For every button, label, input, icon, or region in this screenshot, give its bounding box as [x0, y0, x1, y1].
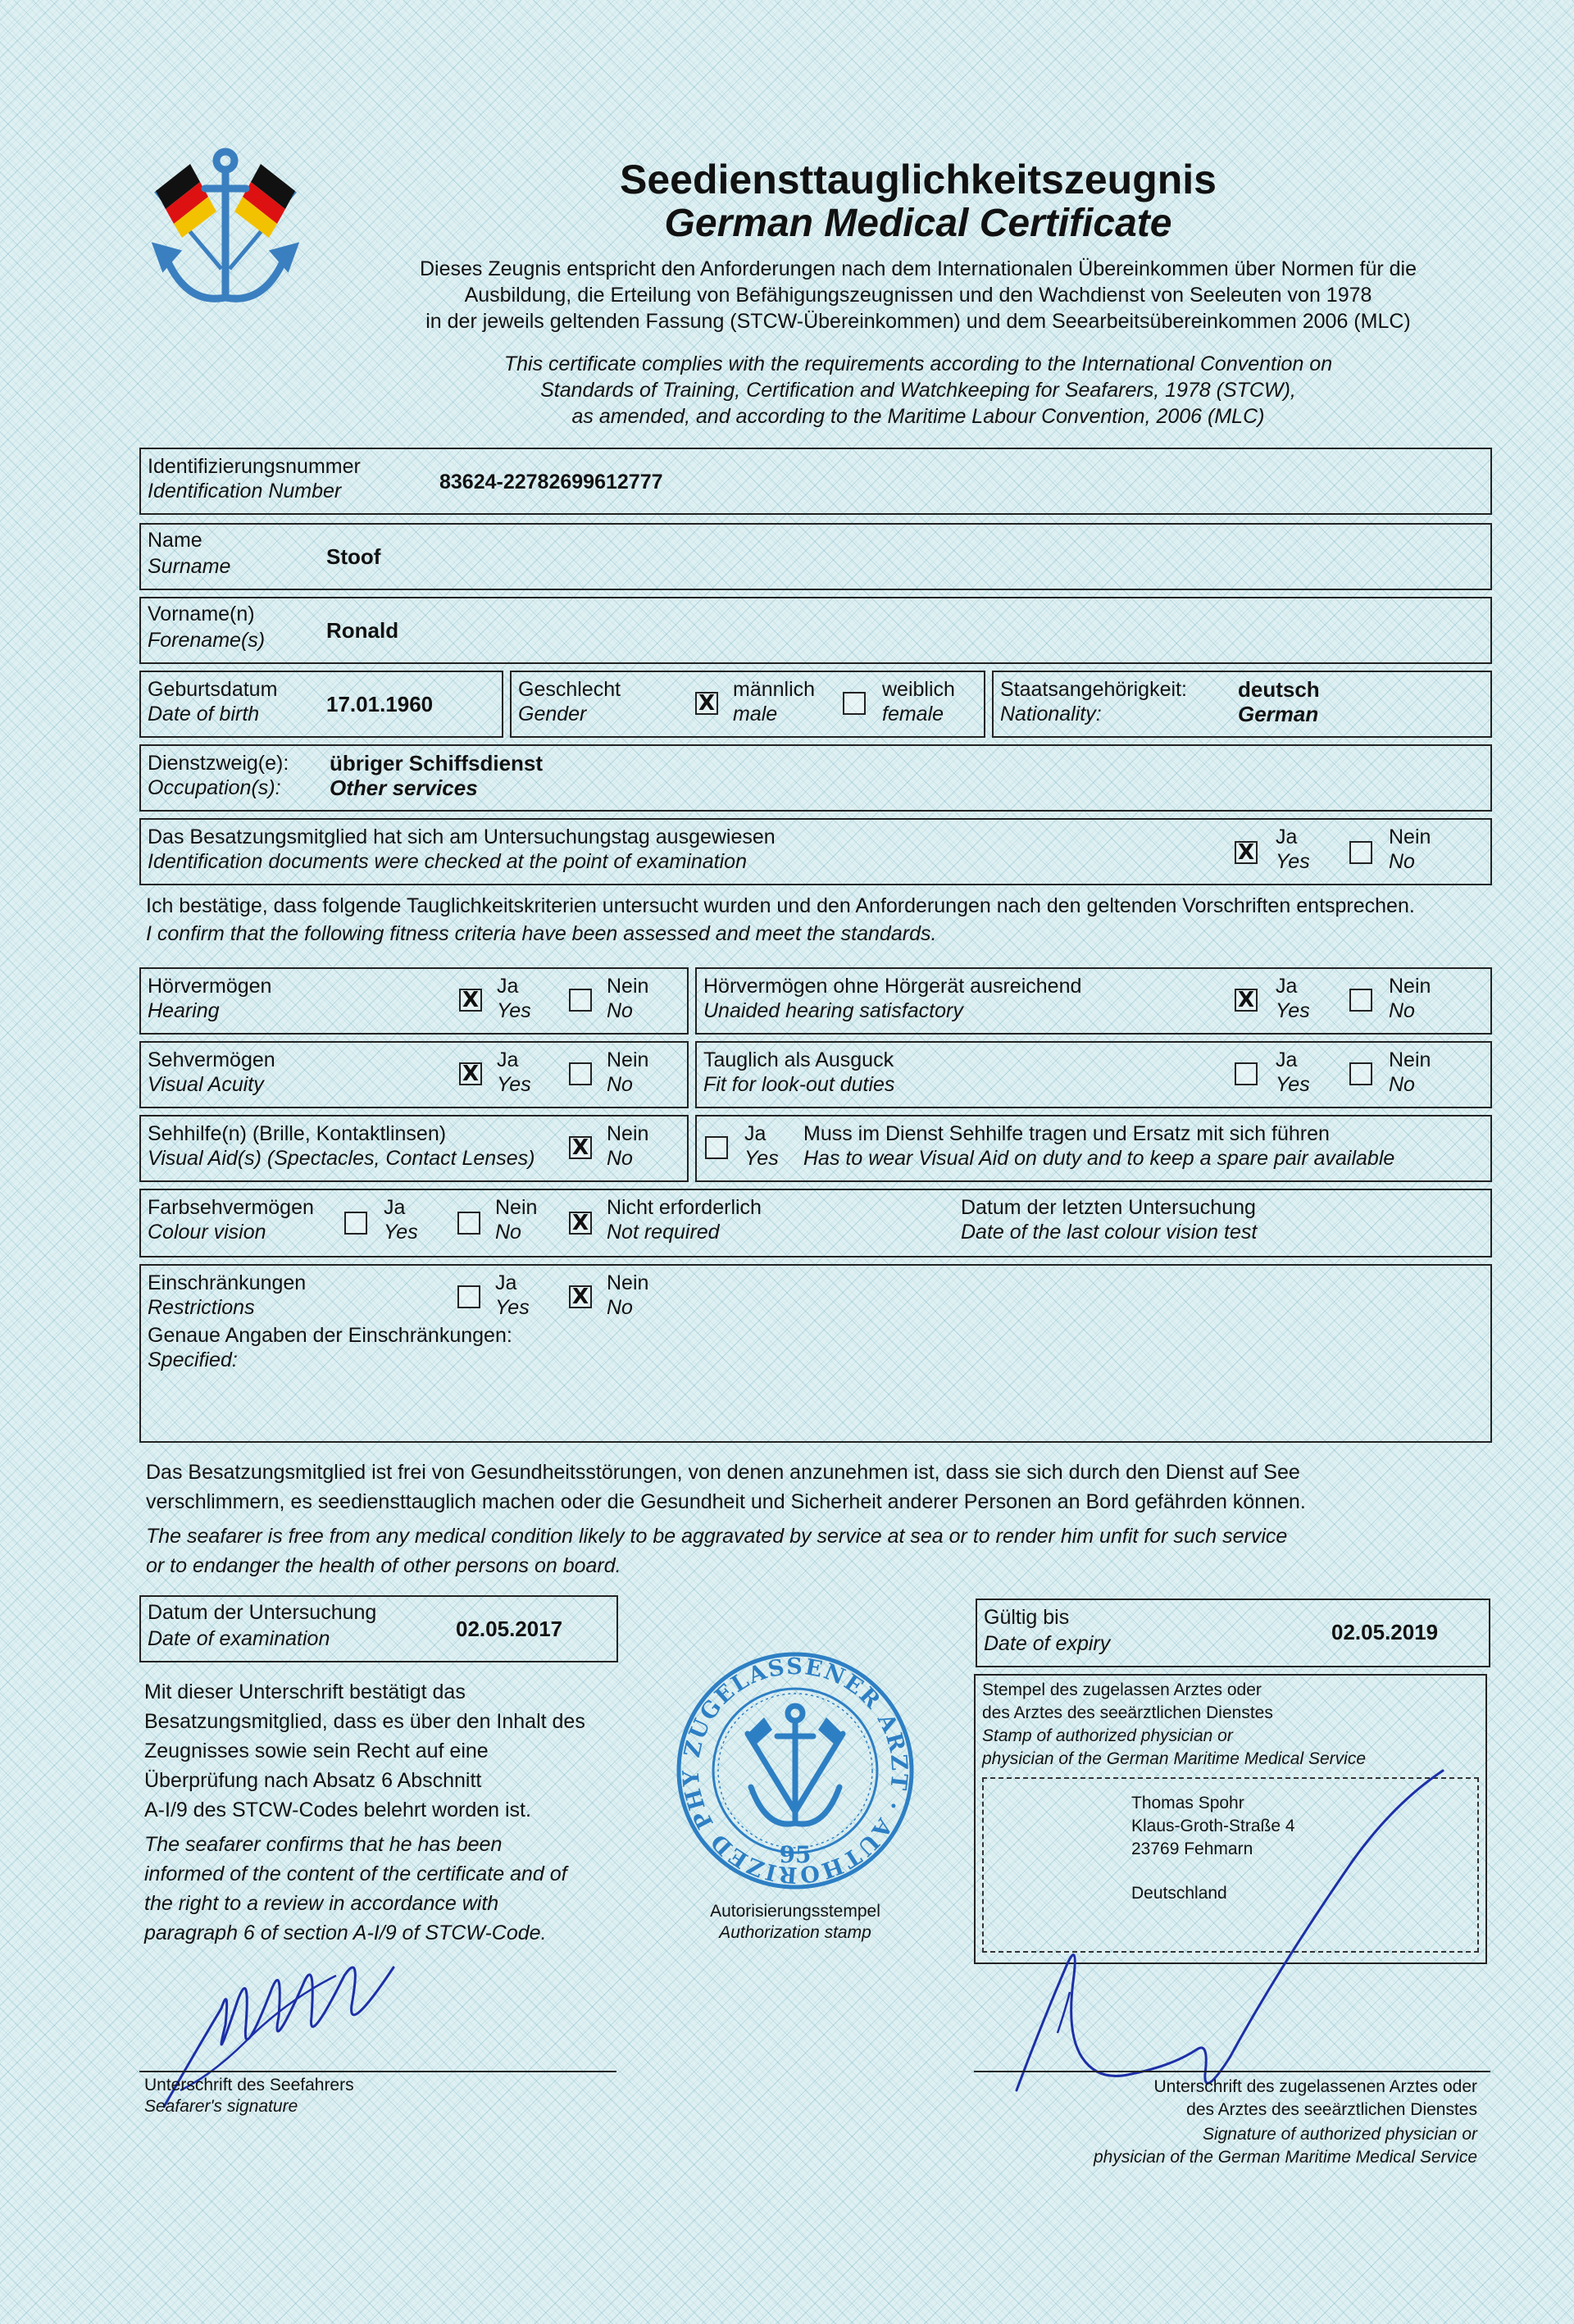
hearing-label-de: Hörvermögen	[148, 975, 272, 998]
colour-yes-checkbox[interactable]	[344, 1212, 367, 1235]
nationality-value-de: deutsch	[1238, 677, 1320, 702]
no-label-en: No	[1389, 999, 1415, 1022]
id-number-value: 83624-22782699612777	[439, 471, 663, 493]
restrictions-label-en: Restrictions	[148, 1296, 255, 1319]
colour-not-required-label-de: Nicht erforderlich	[607, 1196, 762, 1219]
no-label-de: Nein	[607, 1048, 649, 1071]
forename-row	[139, 597, 1492, 664]
hearing-yes-checkbox[interactable]: X	[459, 989, 482, 1012]
gender-female-label-de: weiblich	[882, 678, 955, 701]
lookout-box	[695, 1041, 1492, 1108]
unaided-hearing-label-de: Hörvermögen ohne Hörgerät ausreichend	[703, 975, 1082, 998]
unaided-yes-checkbox[interactable]: X	[1235, 989, 1258, 1012]
visual-aids-no-checkbox[interactable]: X	[569, 1136, 592, 1159]
physician-signature-label-en: Signature of authorized physician or physician of the German Maritime Medical Service	[1093, 2125, 1477, 2167]
colour-not-required-label-en: Not required	[607, 1221, 720, 1244]
occupation-value-en: Other services	[330, 775, 478, 800]
id-checked-yes-checkbox[interactable]: X	[1235, 841, 1258, 864]
yes-label-de: Ja	[1276, 825, 1298, 848]
seafarer-signature-line	[139, 2071, 616, 2072]
gender-male-label-en: male	[733, 703, 778, 725]
occupation-value-de: übriger Schiffsdienst	[330, 751, 544, 775]
visual-aids-must-en: Has to wear Visual Aid on duty and to keep a spare pair available	[803, 1147, 1395, 1170]
visual-aids-label-de: Sehhilfe(n) (Brille, Kontaktlinsen)	[148, 1122, 447, 1145]
id-checked-label-en: Identification documents were checked at the point of examination	[148, 850, 747, 873]
forename-label-en: Forename(s)	[148, 629, 266, 652]
seafarer-note: Mit dieser Unterschrift bestätigt das Besatzungsmitglied, dass es über den Inhalt des Zeugnisses sowie sein Recht auf eine Überprüfung nach Absatz 6 Abschnitt A-I/9 des STCW-Codes belehrt worden ist. The seafarer confirms that he has been informed of the content of the certificate and of the right to a review in accordance with paragraph 6 of section A-I/9 of STCW-Code.	[144, 1680, 585, 1944]
yes-label-en: Yes	[497, 1073, 531, 1096]
no-label-de: Nein	[1389, 975, 1431, 998]
id-number-row	[139, 448, 1492, 515]
colour-last-test-label-en: Date of the last colour vision test	[961, 1221, 1258, 1244]
colour-vision-label-en: Colour vision	[148, 1221, 266, 1244]
visual-acuity-label-en: Visual Acuity	[148, 1073, 264, 1096]
hearing-no-checkbox[interactable]	[569, 989, 592, 1012]
expiry-date-box	[976, 1599, 1490, 1667]
colour-no-checkbox[interactable]	[457, 1212, 480, 1235]
unaided-hearing-label-en: Unaided hearing satisfactory	[703, 999, 963, 1022]
authorization-stamp-icon	[672, 1648, 918, 1894]
visual-no-checkbox[interactable]	[569, 1062, 592, 1085]
hearing-box	[139, 967, 689, 1035]
restrictions-specified-label-de: Genaue Angaben der Einschränkungen:	[148, 1324, 512, 1347]
restrictions-yes-checkbox[interactable]	[457, 1285, 480, 1308]
yes-label-en: Yes	[497, 999, 531, 1022]
colour-vision-row	[139, 1189, 1492, 1258]
no-label-en: No	[495, 1221, 521, 1244]
visual-aids-yes-box	[695, 1115, 1492, 1182]
exam-date-label-en: Date of examination	[148, 1627, 330, 1650]
nationality-label-en: Nationality:	[1000, 703, 1102, 725]
no-label-de: Nein	[1389, 825, 1431, 848]
physician-signature-label-de: Unterschrift des zugelassenen Arztes oder des Arztes des seeärztlichen Dienstes	[1153, 2077, 1477, 2119]
no-label-en: No	[1389, 1073, 1415, 1096]
no-label-de: Nein	[607, 975, 649, 998]
dob-value: 17.01.1960	[326, 692, 434, 716]
restrictions-box	[139, 1264, 1492, 1443]
visual-acuity-box	[139, 1041, 689, 1108]
expiry-date-label-en: Date of expiry	[984, 1632, 1111, 1655]
occupation-row	[139, 744, 1492, 812]
yes-label-de: Ja	[384, 1196, 406, 1219]
restrictions-label-de: Einschränkungen	[148, 1271, 307, 1294]
colour-vision-label-de: Farbsehvermögen	[148, 1196, 314, 1219]
title-en: German Medical Certificate	[664, 202, 1172, 245]
yes-label-de: Ja	[497, 1048, 519, 1071]
nationality-box	[992, 671, 1492, 738]
id-label-de: Identifizierungsnummer	[148, 455, 361, 478]
physician-stamp-head-en: Stamp of authorized physician or physician of the German Maritime Medical Service	[982, 1726, 1367, 1768]
id-checked-no-checkbox[interactable]	[1349, 841, 1372, 864]
restrictions-no-checkbox[interactable]: X	[569, 1285, 592, 1308]
intro-en: This certificate complies with the requirements according to the International Convention on Standards of Training, Certification and Watchkeeping for Seafarers, 1978 (STCW), as amended, and according to the Maritime Labour Convention, 2006 (MLC)	[503, 352, 1333, 428]
nationality-label-de: Staatsangehörigkeit:	[1000, 678, 1187, 701]
no-label-en: No	[607, 1296, 633, 1319]
no-label-de: Nein	[607, 1122, 649, 1145]
physician-stamp-head-de: Stempel des zugelassen Arztes oder des Arztes des seeärztlichen Dienstes	[982, 1680, 1273, 1722]
exam-date-label-de: Datum der Untersuchung	[148, 1601, 377, 1624]
physician-country: Deutschland	[1131, 1884, 1227, 1903]
lookout-yes-checkbox[interactable]	[1235, 1062, 1258, 1085]
unaided-hearing-box	[695, 967, 1492, 1035]
id-checked-label-de: Das Besatzungsmitglied hat sich am Untersuchungstag ausgewiesen	[148, 825, 776, 848]
yes-label-de: Ja	[744, 1122, 767, 1145]
forename-value: Ronald	[326, 618, 399, 643]
confirm-text-de: Ich bestätige, dass folgende Tauglichkeitskriterien untersucht wurden und den Anforderungen nach den geltenden Vorschriften entsprechen.	[146, 894, 1415, 917]
exam-date-box	[139, 1595, 618, 1662]
title-de: Seediensttauglichkeitszeugnis	[620, 157, 1217, 202]
no-label-en: No	[1389, 850, 1415, 873]
yes-label-de: Ja	[1276, 975, 1298, 998]
expiry-date-value: 02.05.2019	[1331, 1620, 1439, 1644]
exam-date-value: 02.05.2017	[456, 1617, 563, 1641]
yes-label-en: Yes	[1276, 1073, 1310, 1096]
svg-text:95: 95	[779, 1841, 812, 1868]
physician-signature-line	[974, 2071, 1490, 2072]
yes-label-de: Ja	[1276, 1048, 1298, 1071]
yes-label-en: Yes	[495, 1296, 530, 1319]
physician-name: Thomas Spohr	[1131, 1794, 1244, 1812]
authorization-stamp-label-de: Autorisierungsstempel	[710, 1902, 880, 1921]
id-checked-row	[139, 818, 1492, 885]
no-label-en: No	[607, 1073, 633, 1096]
authorization-stamp-label-en: Authorization stamp	[719, 1923, 871, 1942]
dob-label-en: Date of birth	[148, 703, 260, 725]
surname-label-de: Name	[148, 529, 202, 552]
yes-label-en: Yes	[1276, 850, 1310, 873]
colour-last-test-label-de: Datum der letzten Untersuchung	[961, 1196, 1256, 1219]
gender-box	[510, 671, 985, 738]
gender-female-checkbox[interactable]	[843, 692, 866, 715]
gender-label-de: Geschlecht	[518, 678, 621, 701]
gender-male-checkbox[interactable]: X	[695, 692, 718, 715]
physician-signature-image	[1008, 1762, 1467, 2107]
surname-value: Stoof	[326, 544, 381, 569]
gender-label-en: Gender	[518, 703, 587, 725]
yes-label-en: Yes	[384, 1221, 418, 1244]
nationality-value-en: German	[1238, 702, 1319, 726]
gender-male-label-de: männlich	[733, 678, 816, 701]
occupation-label-en: Occupation(s):	[148, 776, 281, 799]
yes-label-de: Ja	[497, 975, 519, 998]
surname-row	[139, 523, 1492, 590]
seafarer-signature-label-en: Seafarer's signature	[144, 2097, 298, 2116]
seafarer-signature-label-de: Unterschrift des Seefahrers	[144, 2076, 354, 2094]
surname-label-en: Surname	[148, 555, 231, 578]
lookout-label-en: Fit for look-out duties	[703, 1073, 895, 1096]
visual-aids-yes-checkbox[interactable]	[705, 1136, 728, 1159]
occupation-label-de: Dienstzweig(e):	[148, 752, 289, 775]
confirm-text-en: I confirm that the following fitness criteria have been assessed and meet the standards.	[146, 922, 937, 945]
gender-female-label-en: female	[882, 703, 944, 725]
logo	[139, 146, 312, 318]
fitness-statement: Das Besatzungsmitglied ist frei von Gesundheitsstörungen, von denen anzunehmen ist, dass sie sich durch den Dienst auf See verschlimmern, es seediensttauglich machen oder die Gesundheit und Sicherheit anderer Personen an Bord gefährden können. The seafarer is free from any medical condition likely to be aggravated by service at sea or to render him unfit for such service or to endanger the health of other persons on board.	[146, 1461, 1306, 1577]
lookout-label-de: Tauglich als Ausguck	[703, 1048, 894, 1071]
forename-label-de: Vorname(n)	[148, 603, 255, 625]
id-label-en: Identification Number	[148, 480, 342, 503]
no-label-de: Nein	[1389, 1048, 1431, 1071]
lookout-no-checkbox[interactable]	[1349, 1062, 1372, 1085]
no-label-de: Nein	[607, 1271, 649, 1294]
yes-label-en: Yes	[744, 1147, 779, 1170]
restrictions-specified-label-en: Specified:	[148, 1348, 238, 1371]
hearing-label-en: Hearing	[148, 999, 220, 1022]
svg-text:ZUGELASSENER ARZT · AUTHORIZED: ZUGELASSENER ARZT · AUTHORIZED PHY	[678, 1653, 912, 1888]
dob-label-de: Geburtsdatum	[148, 678, 278, 701]
dob-box	[139, 671, 503, 738]
yes-label-de: Ja	[495, 1271, 517, 1294]
intro-de: Dieses Zeugnis entspricht den Anforderungen nach dem Internationalen Übereinkommen über Normen für die Ausbildung, die Erteilung von Befähigungszeugnissen und den Wachdienst von Seeleuten von 1978 in der jeweils geltenden Fassung (STCW-Übereinkommen) und dem Seearbeitsübereinkommen 2006 (MLC)	[420, 257, 1417, 333]
visual-aids-box	[139, 1115, 689, 1182]
physician-street: Klaus-Groth-Straße 4	[1131, 1817, 1295, 1835]
visual-acuity-label-de: Sehvermögen	[148, 1048, 275, 1071]
visual-aids-label-en: Visual Aid(s) (Spectacles, Contact Lenses)	[148, 1147, 535, 1170]
visual-aids-must-de: Muss im Dienst Sehhilfe tragen und Ersatz mit sich führen	[803, 1122, 1330, 1145]
unaided-no-checkbox[interactable]	[1349, 989, 1372, 1012]
colour-not-required-checkbox[interactable]: X	[569, 1212, 592, 1235]
visual-yes-checkbox[interactable]: X	[459, 1062, 482, 1085]
no-label-en: No	[607, 1147, 633, 1170]
yes-label-en: Yes	[1276, 999, 1310, 1022]
no-label-en: No	[607, 999, 633, 1022]
physician-city: 23769 Fehmarn	[1131, 1840, 1253, 1858]
no-label-de: Nein	[495, 1196, 538, 1219]
expiry-date-label-de: Gültig bis	[984, 1606, 1070, 1629]
